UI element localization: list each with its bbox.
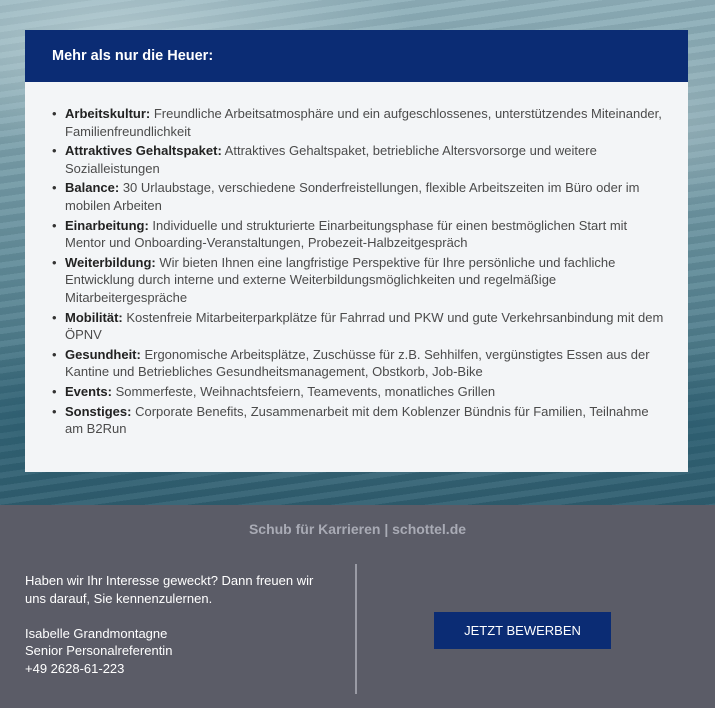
benefit-item-weiterbildung [52,254,664,307]
benefit-label: Balance: [65,180,120,196]
benefit-text: Wir bieten Ihnen eine langfristige Perspektive für Ihre persönliche und fachliche Entwicklung durch interne und externe Weiterbildungsmöglichkeiten und regelmäßige Mitarbeitergespräche [65,254,616,305]
bullet-icon: • [52,217,57,233]
benefit-text: Corporate Benefits, Zusammenarbeit mit dem Koblenzer Bündnis für Familien, Teilnahme am B2Run [65,403,649,437]
benefit-item-sonstiges [52,403,664,438]
benefit-label: Events: [65,383,112,399]
benefit-text: Attraktives Gehaltspaket, betriebliche Altersvorsorge und weitere Sozialleistungen [65,143,597,176]
bullet-icon: • [52,383,57,399]
benefits-card-header [25,30,688,82]
benefit-label: Attraktives Gehaltspaket: [65,143,222,159]
footer-brand-link[interactable]: Schub für Karrieren | schottel.de [248,521,467,537]
contact-name: Isabelle Grandmontagne [25,625,168,641]
bullet-icon: • [52,254,57,270]
benefits-card-title: Mehr als nur die Heuer: [52,48,214,64]
footer-divider [355,564,357,694]
benefit-item-arbeitskultur [52,105,664,140]
benefit-label: Einarbeitung: [65,217,149,233]
footer [0,505,715,708]
benefits-list [25,82,688,438]
contact-role: Senior Personalreferentin [25,643,173,659]
contact-phone[interactable]: +49 2628-61-223 [25,660,125,676]
benefit-text: Sommerfeste, Weihnachtsfeiern, Teamevents, monatliches Grillen [111,383,496,399]
benefit-label: Weiterbildung: [65,254,156,270]
benefit-item-gehaltspaket [52,142,664,177]
benefit-text: Kostenfreie Mitarbeiterparkplätze für Fahrrad und PKW und gute Verkehrsanbindung mit dem ÖPNV [65,309,664,343]
bullet-icon: • [52,403,57,419]
benefit-item-gesundheit [52,346,664,381]
benefit-item-mobilitaet [52,309,664,344]
benefit-text: Freundliche Arbeitsatmosphäre und ein aufgeschlossenes, unterstützendes Miteinander, Familienfreundlichkeit [65,106,662,139]
benefits-card [25,30,688,472]
footer-intro-text: Haben wir Ihr Interesse geweckt? Dann freuen wir uns darauf, Sie kennenzulernen. [25,573,314,606]
benefit-item-einarbeitung [52,217,664,252]
benefit-text: Individuelle und strukturierte Einarbeitungsphase für einen bestmöglichen Start mit Mentor und Onboarding-Veranstaltungen, Probezeit-Halbzeitgespräch [65,217,628,251]
benefit-item-events [52,383,664,401]
benefit-text: 30 Urlaubstage, verschiedene Sonderfreistellungen, flexible Arbeitszeiten im Büro oder im mobilen Arbeiten [65,180,640,213]
benefit-label: Mobilität: [65,309,123,325]
benefit-label: Gesundheit: [65,346,141,362]
bullet-icon: • [52,143,57,159]
bullet-icon: • [52,309,57,325]
footer-contact-block [25,572,325,678]
benefit-label: Sonstiges: [65,403,132,419]
bullet-icon: • [52,106,57,121]
bullet-icon: • [52,346,57,362]
apply-button[interactable]: JETZT BEWERBEN [434,612,611,649]
benefit-item-balance [52,179,664,214]
benefit-label: Arbeitskultur: [65,106,151,121]
footer-spacer [25,607,325,625]
bullet-icon: • [52,180,57,196]
benefit-text: Ergonomische Arbeitsplätze, Zuschüsse für z.B. Sehhilfen, vergünstigtes Essen aus der Kantine und Betriebliches Gesundheitsmanagement, Obstkorb, Job-Bike [65,346,650,380]
